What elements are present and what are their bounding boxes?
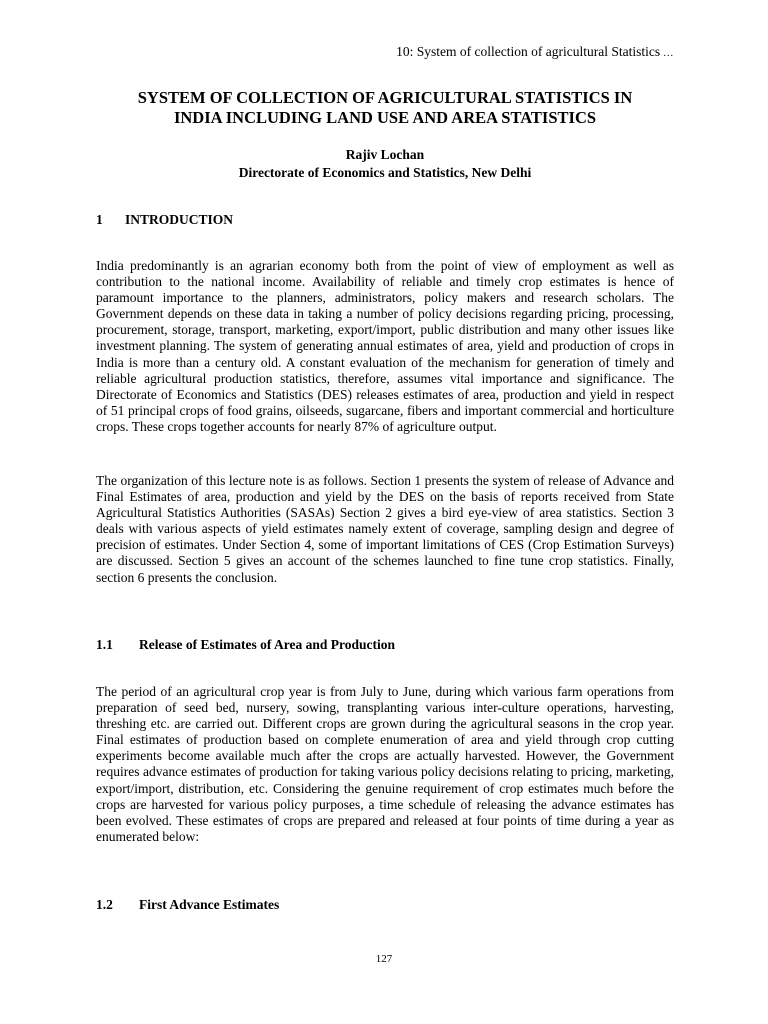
section-title: First Advance Estimates bbox=[139, 897, 280, 912]
section-heading-first-advance-estimates bbox=[96, 897, 279, 913]
section-number: 1.1 bbox=[96, 637, 113, 652]
section-heading-introduction bbox=[96, 212, 233, 228]
running-header bbox=[96, 44, 674, 60]
paragraph-crop-year: The period of an agricultural crop year is from July to June, during which various farm operations from preparation of seed bed, nursery, sowing, transplanting various inter-culture operations, harvesting, threshing etc. are carried out. Different crops are grown during the agricultural seasons in the crop year. Final estimates of production based on complete enumeration of area and yield through crop cutting experiments become available much after the crops are actually harvested. However, the Government requires advance estimates of production for taking various policy decisions relating to pricing, marketing, export/import, distribution, etc. Considering the genuine requirement of crop estimates much before the crops are harvested for various policy purposes, a time schedule of releasing the advance estimates has been evolved. These estimates of crops are prepared and released at four points of time during a year as enumerated below: bbox=[96, 684, 674, 844]
title-line-1: SYSTEM OF COLLECTION OF AGRICULTURAL STATISTICS IN bbox=[137, 88, 633, 107]
section-title: Release of Estimates of Area and Production bbox=[139, 637, 395, 652]
document-title bbox=[96, 88, 674, 128]
author-block bbox=[96, 146, 674, 182]
title-line-2: INDIA INCLUDING LAND USE AND AREA STATISTICS bbox=[173, 108, 597, 127]
section-heading-release-of-estimates bbox=[96, 637, 395, 653]
section-title: INTRODUCTION bbox=[125, 212, 234, 227]
paragraph-introduction: India predominantly is an agrarian economy both from the point of view of employment as well as contribution to the national income. Availability of reliable and timely crop estimates is hence of paramount importance to the planners, administrators, policy makers and research scholars. The Government depends on these data in taking a number of policy decisions regarding pricing, processing, procurement, storage, transport, marketing, export/import, public distribution and many other issues like investment planning. The system of generating annual estimates of area, yield and production of crops in India is more than a century old. A constant evaluation of the mechanism for generation of timely and reliable agricultural production statistics, therefore, assumes vital importance and significance. The Directorate of Economics and Statistics (DES) releases estimates of area, production and yield in respect of 51 principal crops of food grains, oilseeds, sugarcane, fibers and important commercial and horticulture crops. These crops together accounts for nearly 87% of agriculture output. bbox=[96, 258, 674, 434]
author-affiliation: Directorate of Economics and Statistics, New Delhi bbox=[238, 165, 532, 180]
author-name: Rajiv Lochan bbox=[345, 147, 425, 162]
running-header-text: 10: System of collection of agricultural Statistics bbox=[396, 44, 661, 59]
running-header-ellipsis: ... bbox=[663, 48, 674, 59]
section-number: 1 bbox=[96, 212, 103, 227]
section-number: 1.2 bbox=[96, 897, 113, 912]
paragraph-organization: The organization of this lecture note is as follows. Section 1 presents the system of release of Advance and Final Estimates of area, production and yield by the DES on the basis of reports received from State Agricultural Statistics Authorities (SASAs) Section 2 gives a bird eye-view of area statistics. Section 3 deals with various aspects of yield estimates namely extent of coverage, sampling design and degree of precision of estimates. Under Section 4, some of important limitations of CES (Crop Estimation Surveys) are discussed. Section 5 gives an account of the schemes launched to fine tune crop statistics. Finally, section 6 presents the conclusion. bbox=[96, 473, 674, 585]
page-number: 127 bbox=[375, 953, 393, 965]
